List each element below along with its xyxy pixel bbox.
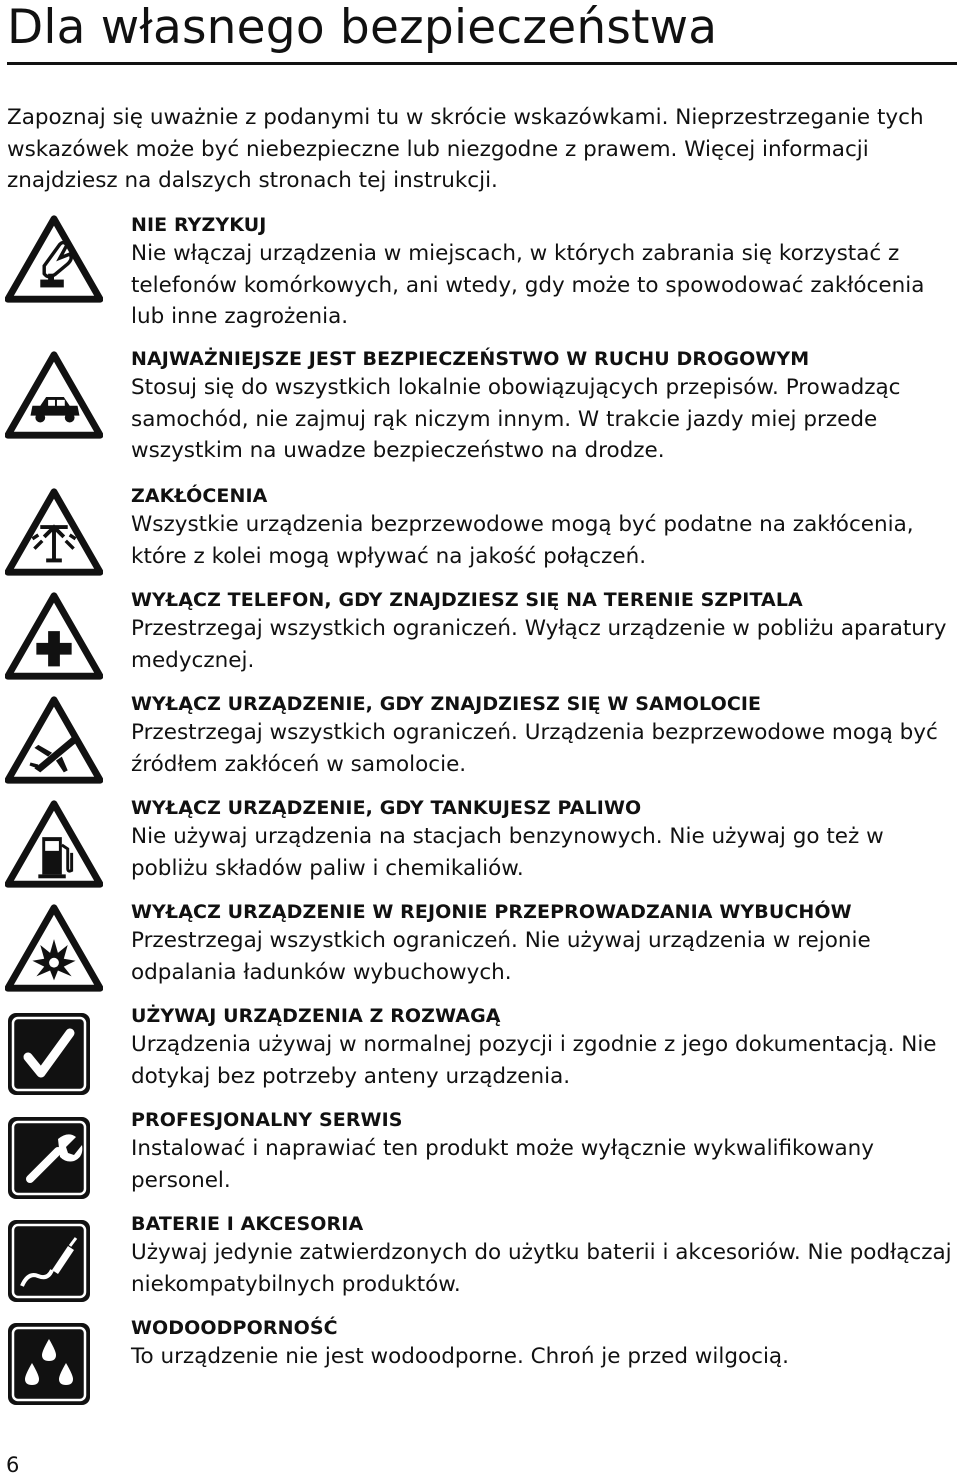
title-divider [7, 62, 957, 65]
section-hospital [131, 587, 956, 676]
section-use-sensibly [131, 1003, 956, 1092]
section-road-safety [131, 346, 956, 467]
checkmark-icon [8, 1013, 90, 1095]
section-body: Nie używaj urządzenia na stacjach benzynowych. Nie używaj go też w pobliżu składów paliw i chemikaliów. [131, 824, 884, 881]
section-title: UŻYWAJ URZĄDZENIA Z ROZWAGĄ [131, 1005, 501, 1027]
section-title: ZAKŁÓCENIA [131, 485, 268, 507]
water-drops-icon [8, 1323, 90, 1405]
section-qualified-service [131, 1107, 956, 1196]
section-refuelling [131, 795, 956, 884]
section-body: Używaj jedynie zatwierdzonych do użytku baterii i akcesoriów. Nie podłączaj niekompatybilnych produktów. [131, 1240, 952, 1297]
section-title: WYŁĄCZ URZĄDZENIE, GDY ZNAJDZIESZ SIĘ W SAMOLOCIE [131, 693, 762, 715]
section-interference [131, 483, 956, 572]
section-body: Urządzenia używaj w normalnej pozycji i zgodnie z jego dokumentacją. Nie dotykaj bez potrzeby anteny urządzenia. [131, 1032, 937, 1089]
section-body: Stosuj się do wszystkich lokalnie obowiązujących przepisów. Prowadząc samochód, nie zajmuj rąk niczym innym. W trakcie jazdy miej przede wszystkim na uwadze bezpieczeństwo na drodze. [131, 375, 901, 463]
section-body: Wszystkie urządzenia bezprzewodowe mogą być podatne na zakłócenia, które z kolei mogą wpływać na jakość połączeń. [131, 512, 914, 569]
section-nie-ryzykuj [131, 212, 956, 333]
airplane-warning-icon [5, 695, 103, 785]
section-water-resistance [131, 1315, 956, 1373]
explosion-warning-icon [5, 903, 103, 993]
section-body: Przestrzegaj wszystkich ograniczeń. Nie używaj urządzenia w rejonie odpalania ładunków wybuchowych. [131, 928, 871, 985]
section-body: Instalować i naprawiać ten produkt może wyłącznie wykwalifikowany personel. [131, 1136, 875, 1193]
hand-switch-warning-icon [5, 214, 103, 304]
connector-plug-icon [8, 1220, 90, 1302]
section-title: NIE RYZYKUJ [131, 214, 267, 236]
section-blasting [131, 899, 956, 988]
section-title: WYŁĄCZ TELEFON, GDY ZNAJDZIESZ SIĘ NA TERENIE SZPITALA [131, 589, 803, 611]
section-batteries-accessories [131, 1211, 956, 1300]
page-number: 6 [6, 1453, 20, 1477]
section-body: Przestrzegaj wszystkich ograniczeń. Urządzenia bezprzewodowe mogą być źródłem zakłóceń w samolocie. [131, 720, 938, 777]
interference-antenna-warning-icon [5, 487, 103, 577]
wrench-icon [8, 1117, 90, 1199]
section-body: Przestrzegaj wszystkich ograniczeń. Wyłącz urządzenie w pobliżu aparatury medycznej. [131, 616, 947, 673]
section-title: WYŁĄCZ URZĄDZENIE W REJONIE PRZEPROWADZANIA WYBUCHÓW [131, 901, 852, 923]
section-body: To urządzenie nie jest wodoodporne. Chroń je przed wilgocią. [131, 1344, 789, 1369]
section-title: BATERIE I AKCESORIA [131, 1213, 364, 1235]
section-title: PROFESJONALNY SERWIS [131, 1109, 403, 1131]
section-body: Nie włączaj urządzenia w miejscach, w których zabrania się korzystać z telefonów komórkowych, ani wtedy, gdy może to spowodować zakłócenia lub inne zagrożenia. [131, 241, 925, 329]
page-title: Dla własnego bezpieczeństwa [7, 0, 718, 55]
section-title: WODOODPORNOŚĆ [131, 1317, 338, 1339]
fuel-pump-warning-icon [5, 799, 103, 889]
section-aircraft [131, 691, 956, 780]
intro-paragraph: Zapoznaj się uważnie z podanymi tu w skrócie wskazówkami. Nieprzestrzeganie tych wskazówek może być niebezpieczne lub niezgodne z prawem. Więcej informacji znajdziesz na dalszych stronach tej instrukcji. [7, 105, 924, 193]
hospital-cross-warning-icon [5, 591, 103, 681]
section-title: WYŁĄCZ URZĄDZENIE, GDY TANKUJESZ PALIWO [131, 797, 642, 819]
car-warning-icon [5, 350, 103, 440]
section-title: NAJWAŻNIEJSZE JEST BEZPIECZEŃSTWO W RUCHU DROGOWYM [131, 348, 810, 370]
